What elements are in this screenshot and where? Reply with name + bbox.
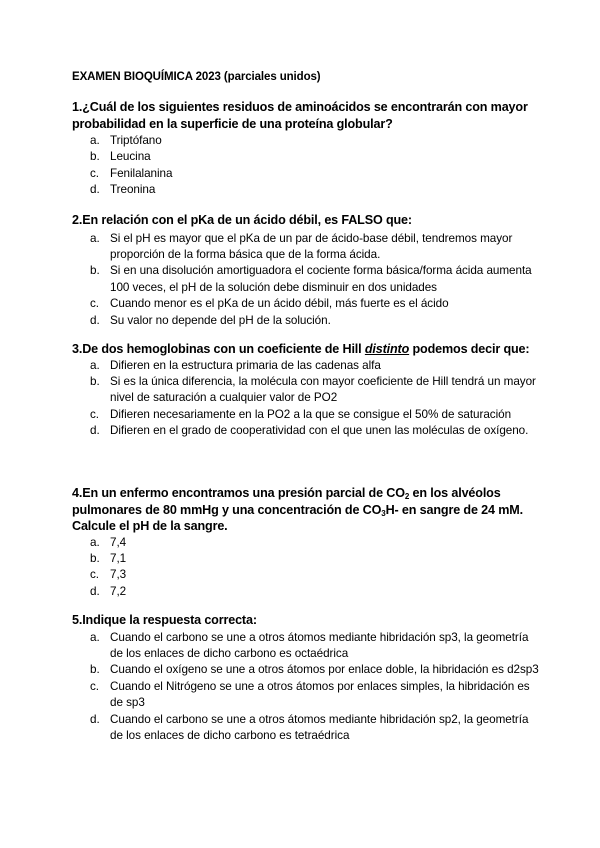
question-4-text	[72, 485, 542, 535]
question-2	[72, 212, 542, 329]
question-1-text: 1.¿Cuál de los siguientes residuos de aminoácidos se encontrarán con mayor probabilidad en la superficie de una proteína globular?	[72, 100, 528, 131]
question-2-options	[72, 231, 542, 329]
question-1	[72, 99, 542, 199]
option-text: Leucina	[110, 150, 151, 164]
question-4-text-part2: en los alvéolos pulmonares de 80 mmHg y una concentración de CO	[72, 486, 501, 517]
option-letter: a.	[90, 630, 100, 644]
question-3-emphasis: distinto	[364, 342, 410, 356]
option-3c	[72, 407, 542, 423]
option-1d	[72, 182, 542, 198]
option-letter: a.	[90, 358, 100, 372]
option-letter: c.	[90, 568, 99, 582]
question-5-options	[72, 630, 542, 745]
option-5c	[72, 679, 542, 712]
question-4-options	[72, 535, 542, 601]
option-5b	[72, 662, 542, 678]
question-5	[72, 612, 542, 744]
question-3-text	[72, 341, 542, 358]
option-text: Cuando el carbono se une a otros átomos mediante hibridación sp2, la geometría de los enlaces de dicho carbono es tetraédrica	[110, 712, 529, 742]
subscript-3: 3	[381, 508, 386, 518]
option-letter: b.	[90, 374, 100, 388]
option-text: Fenilalanina	[110, 166, 173, 180]
option-text: Si en una disolución amortiguadora el cociente forma básica/forma ácida aumenta 100 veces, el pH de la solución debe disminuir en dos unidades	[110, 264, 532, 294]
question-4-text-part1: 4.En un enfermo encontramos una presión parcial de CO	[72, 486, 405, 500]
option-2c	[72, 296, 542, 312]
option-letter: a.	[90, 231, 100, 245]
option-letter: a.	[90, 134, 100, 147]
option-4b	[72, 551, 542, 567]
question-1-options	[72, 133, 542, 199]
question-4	[72, 485, 542, 600]
option-letter: c.	[90, 407, 99, 421]
question-2-text: 2.En relación con el pKa de un ácido débil, es FALSO que:	[72, 213, 412, 227]
option-2d	[72, 313, 542, 329]
option-1c	[72, 166, 542, 182]
option-4a	[72, 535, 542, 551]
subscript-2: 2	[404, 492, 410, 501]
option-letter: b.	[90, 663, 100, 677]
option-text: Difieren en la estructura primaria de las cadenas alfa	[110, 358, 381, 372]
option-4d	[72, 584, 542, 600]
option-letter: d.	[90, 712, 100, 726]
option-text: Cuando menor es el pKa de un ácido débil, más fuerte es el ácido	[110, 297, 449, 311]
question-3	[72, 341, 542, 440]
option-1a	[72, 133, 542, 149]
option-text: 7,2	[110, 584, 127, 598]
option-text: Su valor no depende del pH de la solución.	[110, 313, 331, 327]
option-text: 7,1	[110, 551, 127, 565]
option-text: Cuando el oxígeno se une a otros átomos por enlace doble, la hibridación es d2sp3	[110, 663, 539, 677]
option-letter: c.	[90, 166, 99, 180]
option-text: Cuando el carbono se une a otros átomos mediante hibridación sp3, la geometría de los enlaces de dicho carbono es octaédrica	[110, 630, 529, 660]
question-3-text-start: 3.De dos hemoglobinas con un coeficiente de Hill	[72, 342, 365, 356]
option-text: 7,4	[110, 535, 127, 549]
option-5d	[72, 712, 542, 745]
exam-title: EXAMEN BIOQUÍMICA 2023 (parciales unidos)	[72, 71, 321, 83]
option-text: Difieren necesariamente en la PO2 a la que se consigue el 50% de saturación	[110, 407, 512, 421]
option-text: Difieren en el grado de cooperatividad con el que unen las moléculas de oxígeno.	[110, 424, 529, 438]
question-3-text-end: podemos decir que:	[409, 342, 530, 356]
option-letter: d.	[90, 183, 100, 197]
option-3a	[72, 358, 542, 374]
question-4-text-part3: H- en sangre de 24 mM. Calcule el pH de la sangre.	[72, 502, 523, 533]
option-5a	[72, 630, 542, 663]
question-5-text: 5.Indique la respuesta correcta:	[72, 613, 257, 627]
option-text: Treonina	[110, 183, 156, 197]
option-text: 7,3	[110, 568, 127, 582]
option-letter: d.	[90, 424, 100, 438]
option-3b	[72, 374, 542, 407]
option-letter: b.	[90, 264, 100, 278]
option-letter: a.	[90, 535, 100, 549]
option-letter: d.	[90, 313, 100, 327]
option-letter: b.	[90, 551, 100, 565]
option-letter: b.	[90, 150, 100, 164]
option-letter: c.	[90, 679, 99, 693]
question-3-options	[72, 358, 542, 440]
option-text: Si el pH es mayor que el pKa de un par de ácido-base débil, tendremos mayor proporción de la forma básica que de la forma ácida.	[110, 231, 513, 261]
option-4c	[72, 567, 542, 583]
option-3d	[72, 423, 542, 439]
option-letter: d.	[90, 584, 100, 598]
option-text: Si es la única diferencia, la molécula con mayor coeficiente de Hill tendrá un mayor nivel de saturación a cualquier valor de PO2	[110, 374, 536, 405]
option-2a	[72, 231, 542, 264]
option-1b	[72, 149, 542, 165]
option-text: Triptófano	[110, 134, 162, 147]
option-text: Cuando el Nitrógeno se une a otros átomos por enlaces simples, la hibridación es de sp3	[110, 679, 530, 710]
option-2b	[72, 263, 542, 296]
option-letter: c.	[90, 297, 99, 311]
